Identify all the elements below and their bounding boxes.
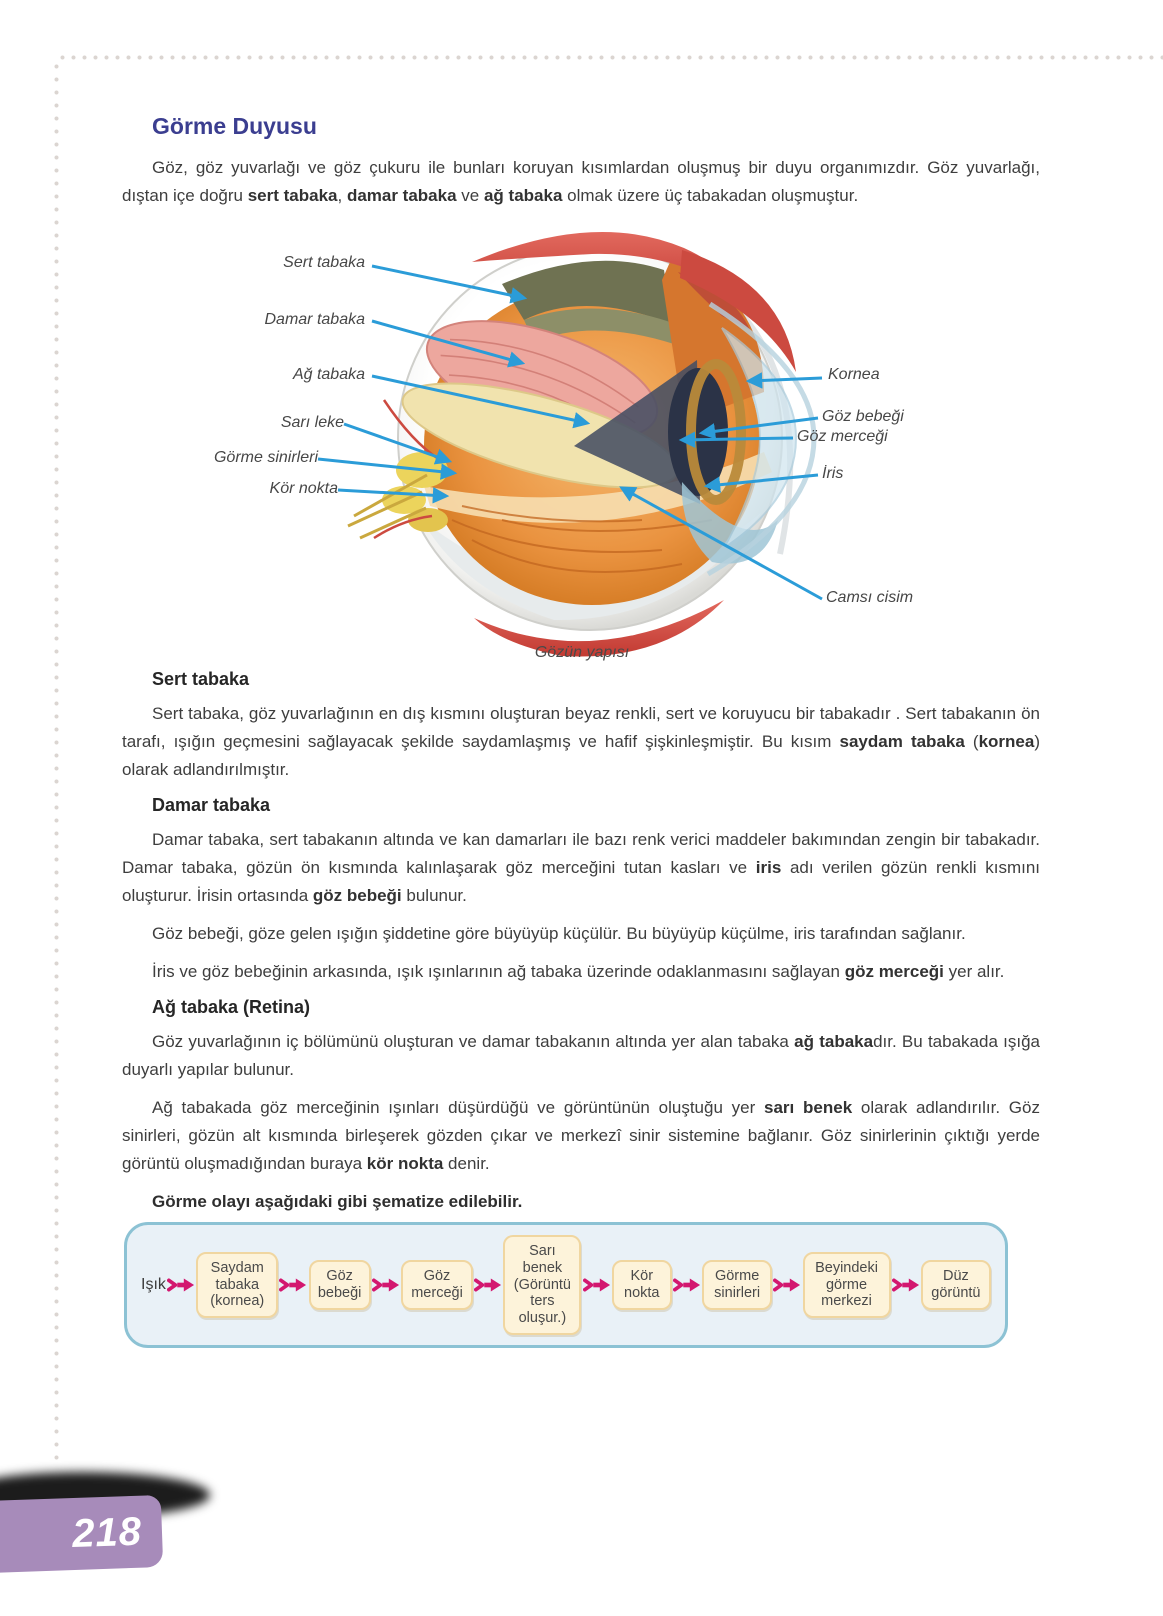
flow-box-duz-goruntu: Düz görüntü: [921, 1260, 991, 1309]
eye-diagram: [122, 220, 1040, 660]
flow-arrow-icon: [474, 1275, 502, 1295]
label-sert-tabaka: Sert tabaka: [283, 254, 365, 271]
flow-arrow-icon: [673, 1275, 701, 1295]
flow-box-beyindeki-gorme-merkezi: Beyindeki görme merkezi: [803, 1252, 891, 1318]
flow-source-label: Işık: [141, 1276, 166, 1293]
paragraph-sert-tabaka-1: Sert tabaka, göz yuvarlağının en dış kısmını oluşturan beyaz renkli, sert ve koruyucu bir tabakadır . Sert tabakanın ön tarafı, ışığın geçmesini sağlayacak şekilde saydamlaşmış ve hafif şişkinleşmiştir. Bu kısım saydam tabaka (kornea) olarak adlandırılmıştır.: [122, 704, 1041, 779]
dotted-border-left: [54, 64, 59, 1468]
paragraph-damar-tabaka-1: Damar tabaka, sert tabakanın altında ve kan damarları ile bazı renk verici maddeler bakımından zengin bir tabakadır. Damar tabaka, gözün ön kısmında kalınlaşarak göz merceğini tutan kasları ve iris adı verilen gözün renkli kısmını oluşturur. İrisin ortasında göz bebeği bulunur.: [122, 830, 1041, 905]
flow-box-kor-nokta: Kör nokta: [612, 1260, 672, 1309]
diagram-caption: Gözün yapısı: [534, 644, 630, 661]
section-heading-damar-tabaka: Damar tabaka: [152, 795, 271, 815]
label-sari-leke: Sarı leke: [280, 414, 344, 431]
flow-arrow-icon: [892, 1275, 920, 1295]
label-goz-bebegi: Göz bebeği: [822, 408, 904, 425]
paragraph-damar-tabaka-2: Göz bebeği, göze gelen ışığın şiddetine göre büyüyüp küçülür. Bu büyüyüp küçülme, iris tarafından sağlanır.: [152, 924, 966, 943]
flow-box-saydam-tabaka: Saydam tabaka (kornea): [196, 1252, 278, 1318]
eyeball-group: [348, 232, 814, 657]
label-damar-tabaka: Damar tabaka: [264, 311, 365, 328]
paragraph-ag-tabaka-2: Ağ tabakada göz merceğinin ışınları düşürdüğü ve görüntünün oluştuğu yer sarı benek olarak adlandırılır. Göz sinirleri, gözün alt kısmında birleşerek gözden çıkar ve merkezî sinir sistemine bağlanır. Göz sinirlerinin çıktığı yerde görüntü oluşmadığından buraya kör nokta denir.: [122, 1098, 1040, 1173]
vision-flowchart: [124, 1222, 1008, 1348]
section-heading-ag-tabaka: Ağ tabaka (Retina): [152, 997, 311, 1017]
label-ag-tabaka: Ağ tabaka: [292, 366, 365, 383]
flow-box-goz-mercegi: Göz merceği: [401, 1260, 473, 1309]
flow-box-goz-bebegi: Göz bebeği: [309, 1260, 371, 1309]
label-kornea: Kornea: [828, 366, 880, 383]
label-kor-nokta: Kör nokta: [269, 480, 338, 497]
schema-intro-line: Görme olayı aşağıdaki gibi şematize edilebilir.: [152, 1192, 523, 1211]
paragraph-damar-tabaka-3: İris ve göz bebeğinin arkasında, ışık ışınlarının ağ tabaka üzerinde odaklanmasını sağlayan göz merceği yer alır.: [152, 962, 1005, 981]
page-number-ribbon: [0, 1495, 163, 1573]
label-camsi-cisim: Camsı cisim: [826, 589, 914, 606]
intro-paragraph: Göz, göz yuvarlağı ve göz çukuru ile bunları koruyan kısımlardan oluşmuş bir duyu organımızdır. Göz yuvarlağı, dıştan içe doğru sert tabaka, damar tabaka ve ağ tabaka olmak üzere üç tabakadan oluşmuştur.: [122, 158, 1040, 205]
flow-arrow-icon: [167, 1275, 195, 1295]
flow-arrow-icon: [279, 1275, 307, 1295]
flow-arrow-icon: [372, 1275, 400, 1295]
page-number: 218: [71, 1509, 143, 1556]
section-heading-sert-tabaka: Sert tabaka: [152, 669, 250, 689]
flow-box-gorme-sinirleri: Görme sinirleri: [702, 1260, 772, 1309]
paragraph-ag-tabaka-1: Göz yuvarlağının iç bölümünü oluşturan ve damar tabakanın altında yer alan tabaka ağ tabakadır. Bu tabakada ışığa duyarlı yapılar bulunur.: [122, 1032, 1040, 1079]
flow-arrow-icon: [583, 1275, 611, 1295]
label-goz-mercegi: Göz merceği: [797, 428, 888, 445]
page-title: Görme Duyusu: [152, 113, 317, 139]
page-content: [122, 0, 1040, 1348]
flow-arrow-icon: [773, 1275, 801, 1295]
flow-box-sari-benek: Sarı benek (Görüntü ters oluşur.): [503, 1235, 581, 1334]
label-iris: İris: [822, 465, 844, 482]
label-gorme-sinirleri: Görme sinirleri: [213, 449, 318, 466]
